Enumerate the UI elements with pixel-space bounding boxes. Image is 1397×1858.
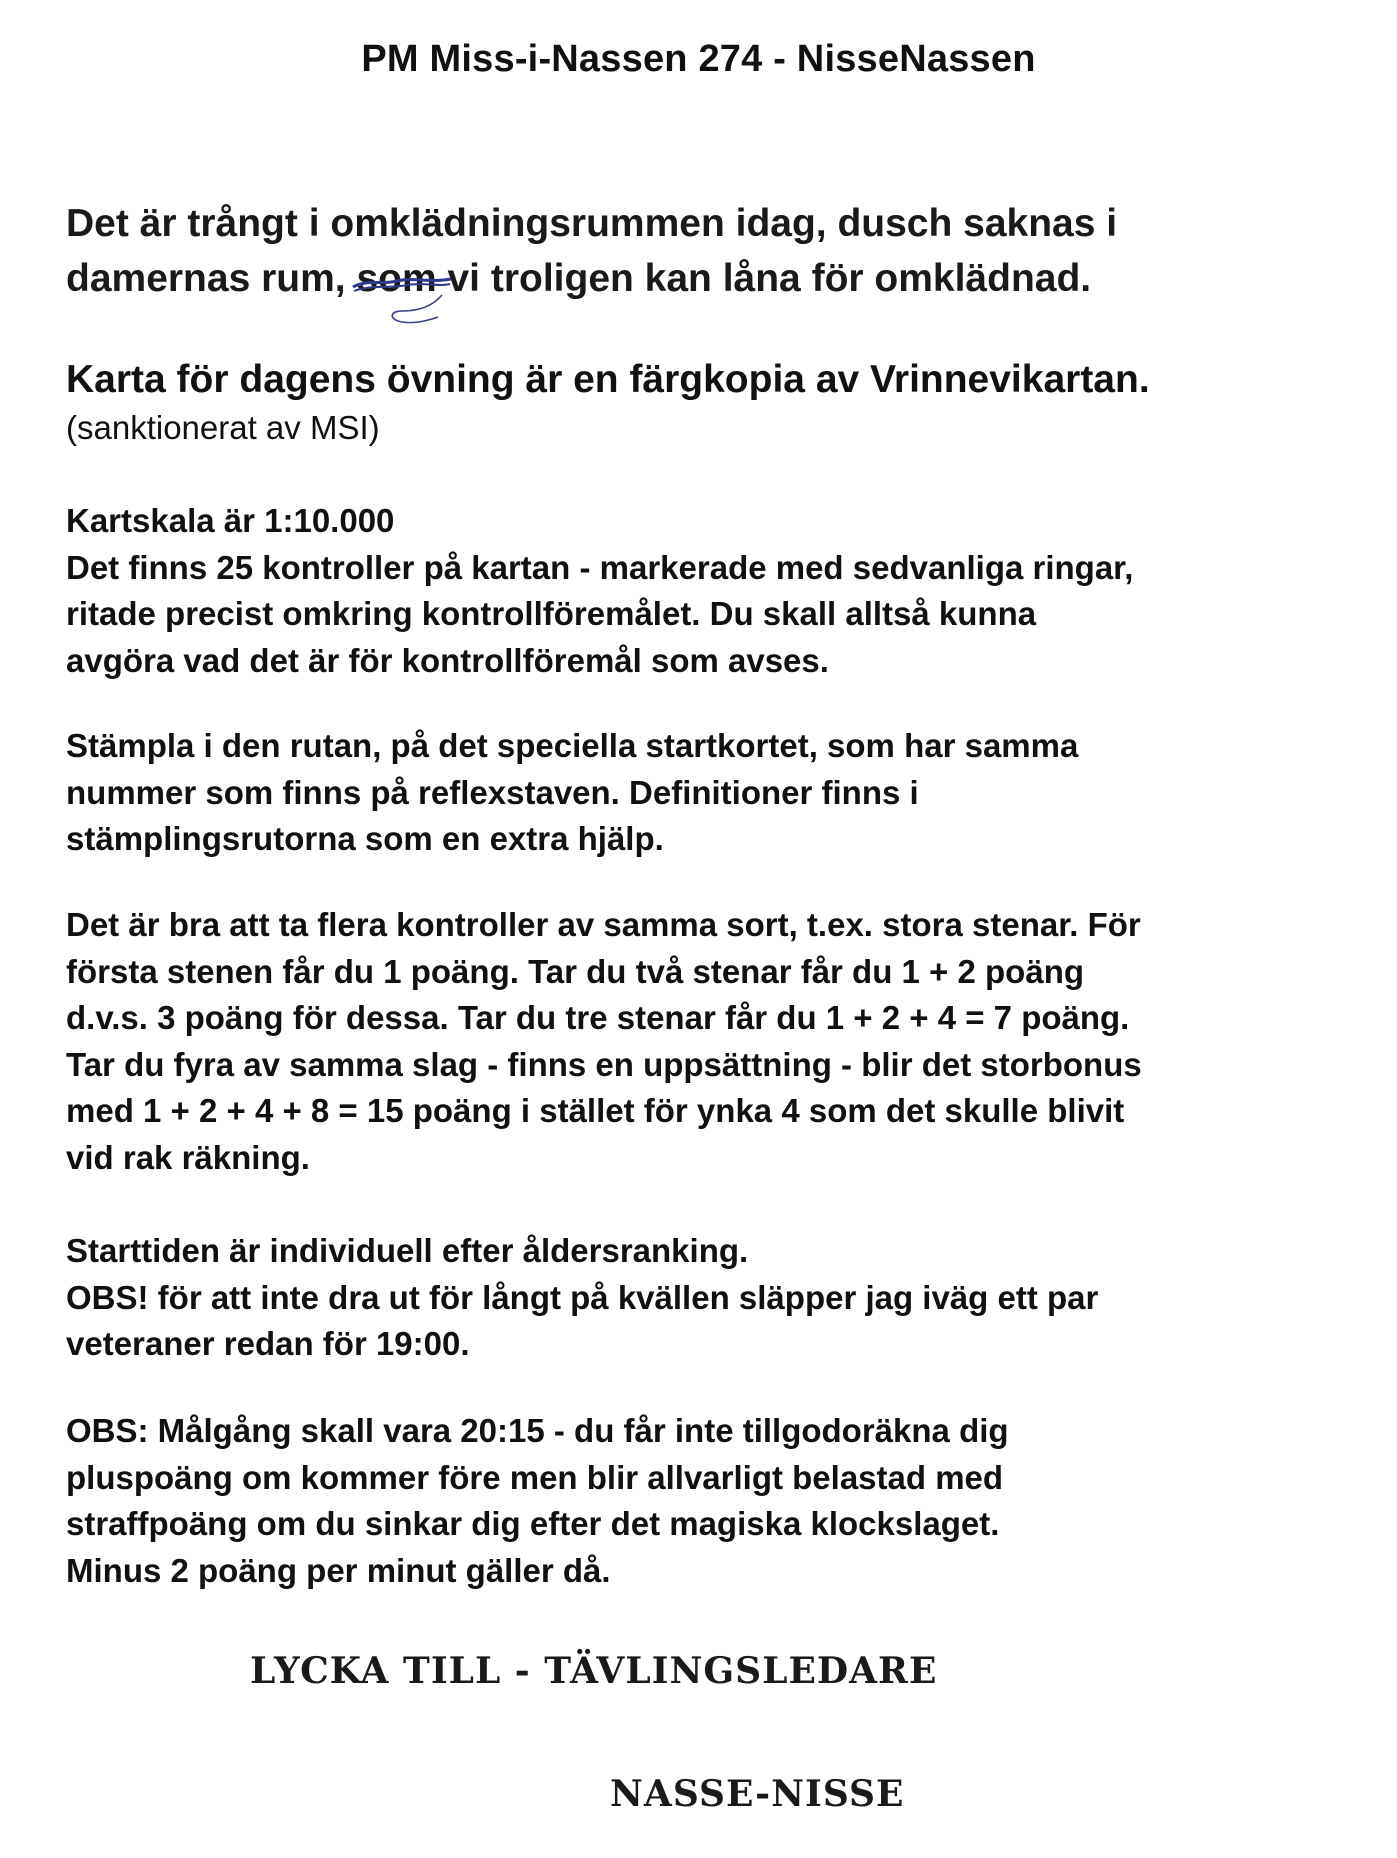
- map-note: (sanktionerat av MSI): [66, 409, 380, 446]
- paragraph-line: veteraner redan för 19:00.: [66, 1325, 470, 1362]
- intro-paragraph: [66, 196, 1356, 306]
- paragraph-punching: [66, 723, 1356, 863]
- intro-line-1: Det är trångt i omklädningsrummen idag, dusch saknas i: [66, 202, 1118, 245]
- struck-text: som vi troligen kan låna för omklädnad.: [356, 257, 1092, 300]
- signature-name: NASSE-NISSE: [610, 1773, 905, 1815]
- struck-through-text: [356, 251, 1091, 306]
- paragraph-scoring: [66, 902, 1356, 1181]
- paragraph-line: stämplingsrutorna som en extra hjälp.: [66, 820, 664, 857]
- paragraph-line: med 1 + 2 + 4 + 8 = 15 poäng i stället för ynka 4 som det skulle blivit: [66, 1092, 1125, 1129]
- paragraph-line: pluspoäng om kommer före men blir allvarligt belastad med: [66, 1458, 1004, 1496]
- paragraph-finish-time: [66, 1408, 1356, 1594]
- intro-line-2: [66, 251, 1356, 306]
- paragraph-line: Starttiden är individuell efter åldersranking.: [66, 1232, 749, 1269]
- paragraph-line: Stämpla i den rutan, på det speciella startkortet, som har samma: [66, 727, 1079, 764]
- paragraph-start-time: [66, 1228, 1356, 1368]
- paragraph-line: OBS: Målgång skall vara 20:15 - du får inte tillgodoräkna dig: [66, 1412, 1009, 1449]
- document-title: PM Miss-i-Nassen 274 - NisseNassen: [361, 38, 1036, 80]
- paragraph-line: Det finns 25 kontroller på kartan - markerade med sedvanliga ringar,: [66, 548, 1134, 586]
- paragraph-line: ritade precist omkring kontrollföremålet. Du skall alltså kunna: [66, 595, 1037, 632]
- paragraph-line: avgöra vad det är för kontrollföremål som avses.: [66, 641, 829, 679]
- paragraph-line: vid rak räkning.: [66, 1138, 310, 1176]
- paragraph-line: Det är bra att ta flera kontroller av samma sort, t.ex. stora stenar. För: [66, 906, 1141, 943]
- paragraph-line: Tar du fyra av samma slag - finns en uppsättning - blir det storbonus: [66, 1045, 1142, 1083]
- paragraph-line: OBS! för att inte dra ut för långt på kvällen släpper jag iväg ett par: [66, 1278, 1099, 1316]
- paragraph-line: straffpoäng om du sinkar dig efter det magiska klockslaget.: [66, 1505, 1000, 1542]
- map-heading: Karta för dagens övning är en färgkopia av Vrinnevikartan.: [66, 358, 1150, 401]
- paragraph-line: nummer som finns på reflexstaven. Definitioner finns i: [66, 773, 919, 811]
- intro-line-2-prefix: damernas rum,: [66, 257, 357, 300]
- closing-greeting: LYCKA TILL - TÄVLINGSLEDARE: [250, 1650, 938, 1692]
- paragraph-line: d.v.s. 3 poäng för dessa. Tar du tre stenar får du 1 + 2 + 4 = 7 poäng.: [66, 999, 1130, 1036]
- paragraph-map-scale: [66, 498, 1356, 684]
- paragraph-line: Kartskala är 1:10.000: [66, 502, 395, 539]
- paragraph-line: första stenen får du 1 poäng. Tar du två stenar får du 1 + 2 poäng: [66, 952, 1085, 990]
- paragraph-line: Minus 2 poäng per minut gäller då.: [66, 1551, 611, 1589]
